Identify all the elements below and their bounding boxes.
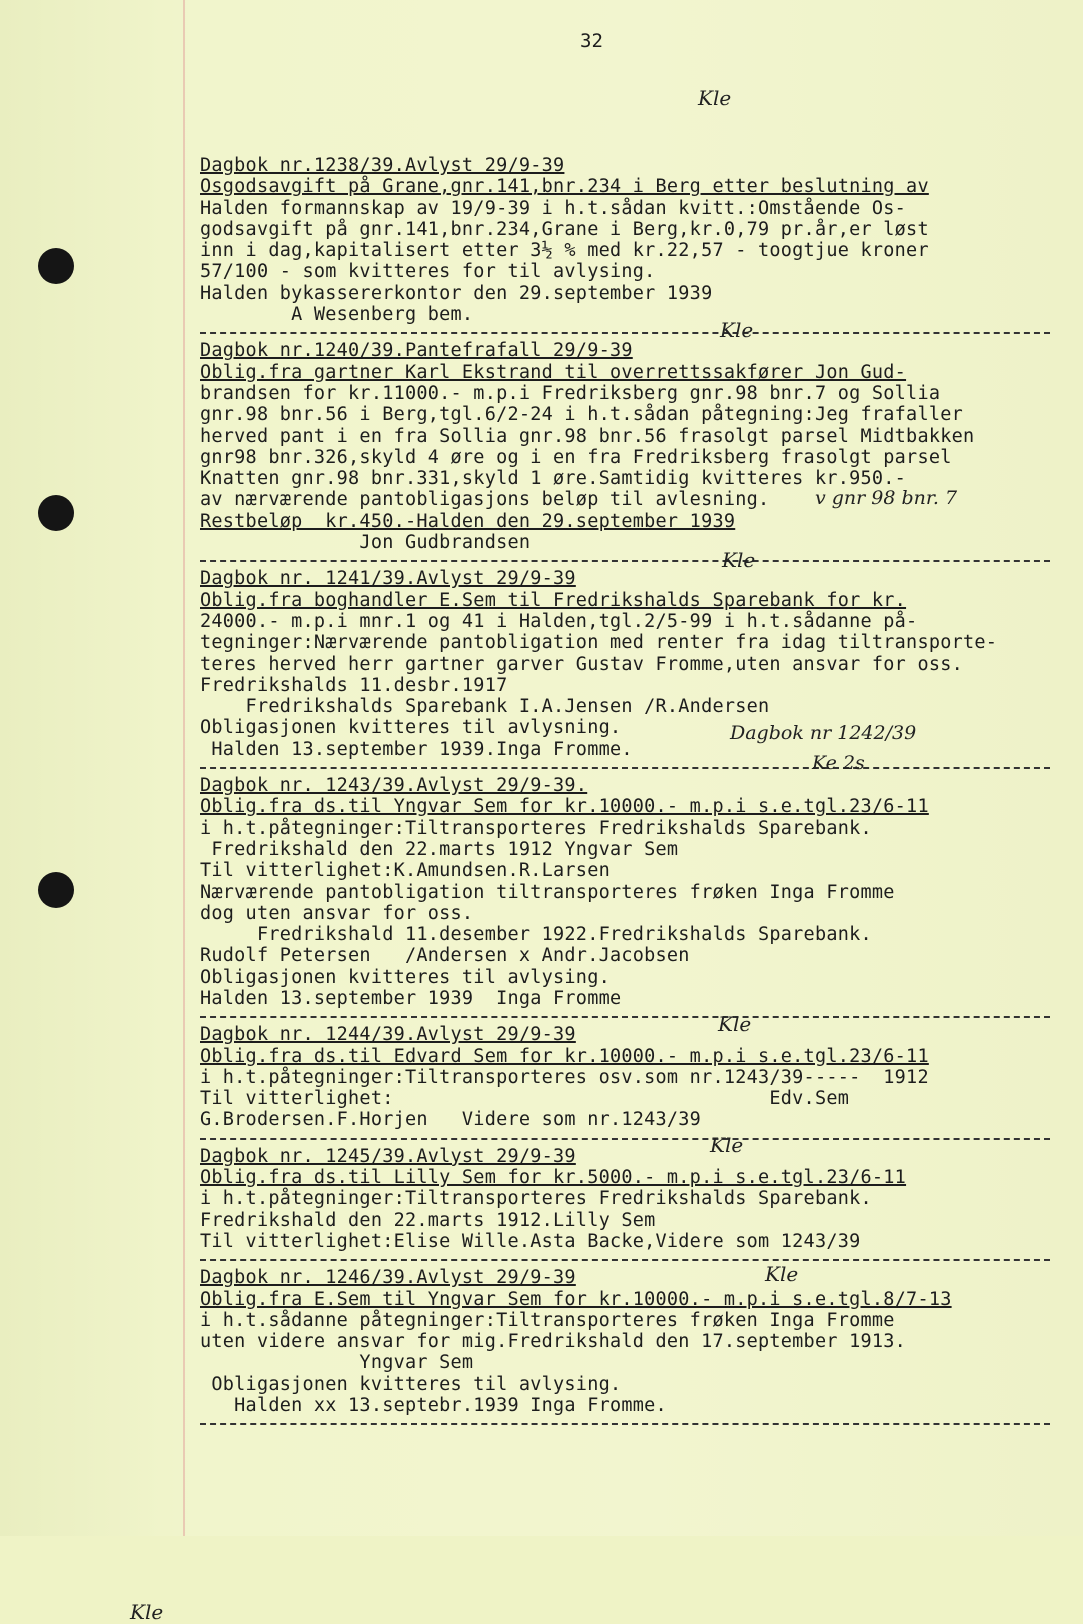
entry-divider [200, 332, 1050, 334]
entry-line: i h.t.sådanne påtegninger:Tiltransporteres frøken Inga Fromme [200, 1309, 895, 1331]
handwritten-initials: Kle [718, 1012, 752, 1036]
entry-header: Dagbok nr. 1244/39.Avlyst 29/9-39 [200, 1024, 576, 1046]
entry-divider [200, 1138, 1050, 1140]
entry-line: Obligasjonen kvitteres til avlysning. [200, 717, 622, 739]
entry-line: Halden bykassererkontor den 29.september 1939 [200, 282, 713, 304]
entry-line: 24000.- m.p.i mnr.1 og 41 i Halden,tgl.2/5-99 i h.t.sådanne på- [200, 610, 918, 632]
entry-line: Fredrikshald 11.desember 1922.Fredrikshalds Sparebank. [200, 924, 872, 946]
handwritten-initials: Kle [765, 1262, 799, 1286]
entry-line: Fredrikshalds 11.desbr.1917 [200, 674, 508, 696]
handwritten-margin-note: Ke 2s [812, 752, 865, 774]
entry-line: Til vitterlighet:Elise Wille.Asta Backe,Videre som 1243/39 [200, 1230, 861, 1252]
entry-line: 57/100 - som kvitteres for til avlysing. [200, 261, 656, 283]
entry-divider [200, 1016, 1050, 1018]
journal-entry [200, 1024, 1080, 1130]
entry-line: Knatten gnr.98 bnr.331,skyld 1 øre.Samtidig kvitteres kr.950.- [200, 468, 907, 490]
entry-line: Halden 13.september 1939 Inga Fromme [200, 987, 622, 1009]
entry-line: Oblig.fra ds.til Edvard Sem for kr.10000.- m.p.i s.e.tgl.23/6-11 [200, 1045, 929, 1067]
punch-hole [38, 495, 74, 531]
entry-line: gnr98 bnr.326,skyld 4 øre og i en fra Fredriksberg frasolgt parsel [200, 446, 952, 468]
entry-line: brandsen for kr.11000.- m.p.i Fredriksberg gnr.98 bnr.7 og Sollia [200, 382, 941, 404]
entry-header: Dagbok nr. 1243/39.Avlyst 29/9-39. [200, 775, 588, 797]
entry-line: Restbeløp kr.450.-Halden den 29.september 1939 [200, 510, 736, 532]
entry-line: teres herved herr gartner garver Gustav Fromme,uten ansvar for oss. [200, 653, 963, 675]
entry-header: Dagbok nr. 1246/39.Avlyst 29/9-39 [200, 1267, 576, 1289]
entry-line: dog uten ansvar for oss. [200, 902, 474, 924]
entry-line: Obligasjonen kvitteres til avlysing. [200, 966, 610, 988]
entry-line: herved pant i en fra Sollia gnr.98 bnr.56 frasolgt parsel Midtbakken [200, 425, 975, 447]
entry-line: Jon Gudbrandsen [200, 532, 531, 554]
margin-rule [183, 0, 185, 1536]
entry-line: godsavgift på gnr.141,bnr.234,Grane i Berg,kr.0,79 pr.år,er løst [200, 218, 929, 240]
entry-line: Fredrikshalds Sparebank I.A.Jensen /R.Andersen [200, 696, 770, 718]
entry-line: Til vitterlighet:K.Amundsen.R.Larsen [200, 860, 610, 882]
entry-line: tegninger:Nærværende pantobligation med renter fra idag tiltransporte- [200, 632, 998, 654]
entry-divider [200, 1423, 1050, 1425]
journal-entry [200, 340, 1080, 553]
journal-entry [200, 1146, 1080, 1252]
journal-entry [200, 568, 1080, 760]
page-number: 32 [580, 30, 603, 52]
entry-header: Dagbok nr. 1245/39.Avlyst 29/9-39 [200, 1145, 576, 1167]
entry-header: Dagbok nr. 1241/39.Avlyst 29/9-39 [200, 568, 576, 590]
entry-line: Halden xx 13.septebr.1939 Inga Fromme. [200, 1395, 667, 1417]
entry-line: Fredrikshald den 22.marts 1912.Lilly Sem [200, 1209, 656, 1231]
entry-header: Dagbok nr.1238/39.Avlyst 29/9-39 [200, 155, 565, 176]
journal-entry [200, 775, 1080, 1009]
entry-line: Fredrikshald den 22.marts 1912 Yngvar Sem [200, 838, 679, 860]
punch-hole [38, 872, 74, 908]
entry-line: Nærværende pantobligation tiltransporteres frøken Inga Fromme [200, 881, 895, 903]
entry-line: i h.t.påtegninger:Tiltransporteres Fredrikshalds Sparebank. [200, 1188, 872, 1210]
entry-divider [200, 560, 1050, 562]
entry-line: Obligasjonen kvitteres til avlysing. [200, 1373, 622, 1395]
entry-line: Til vitterlighet: Edv.Sem [200, 1088, 850, 1110]
entry-line: Oblig.fra gartner Karl Ekstrand til overrettssakfører Jon Gud- [200, 361, 907, 383]
handwritten-margin-note: v gnr 98 bnr. 7 [815, 487, 958, 509]
entry-line: av nærværende pantobligasjons beløp til avlesning. [200, 489, 770, 511]
punch-hole [38, 248, 74, 284]
handwritten-initials: Kle [710, 1133, 744, 1157]
handwritten-margin-note: Dagbok nr 1242/39 [730, 722, 917, 744]
entry-line: uten videre ansvar for mig.Fredrikshald den 17.september 1913. [200, 1331, 907, 1353]
entry-line: Oblig.fra ds.til Yngvar Sem for kr.10000.- m.p.i s.e.tgl.23/6-11 [200, 796, 929, 818]
entry-divider [200, 1259, 1050, 1261]
journal-entries [200, 155, 1080, 1431]
entry-line: gnr.98 bnr.56 i Berg,tgl.6/2-24 i h.t.sådan påtegning:Jeg frafaller [200, 404, 963, 426]
entry-line: Oblig.fra boghandler E.Sem til Fredrikshalds Sparebank for kr. [200, 589, 907, 611]
journal-entry [200, 155, 1080, 325]
entry-header: Dagbok nr.1240/39.Pantefrafall 29/9-39 [200, 340, 633, 362]
handwritten-initials: Kle [130, 1600, 164, 1624]
handwritten-initials: Kle [722, 548, 756, 572]
entry-line: Oblig.fra E.Sem til Yngvar Sem for kr.10000.- m.p.i s.e.tgl.8/7-13 [200, 1288, 952, 1310]
entry-line: Halden 13.september 1939.Inga Fromme. [200, 738, 633, 760]
entry-line: A Wesenberg bem. [200, 304, 474, 326]
journal-entry [200, 1267, 1080, 1416]
entry-line: inn i dag,kapitalisert etter 3½ % med kr.22,57 - toogtjue kroner [200, 240, 929, 262]
handwritten-initials: Kle [698, 86, 732, 110]
entry-line: Oblig.fra ds.til Lilly Sem for kr.5000.- m.p.i s.e.tgl.23/6-11 [200, 1167, 907, 1189]
entry-line: Osgodsavgift på Grane,gnr.141,bnr.234 i Berg etter beslutning av [200, 176, 929, 198]
entry-line: i h.t.påtegninger:Tiltransporteres osv.som nr.1243/39----- 1912 [200, 1066, 929, 1088]
entry-line: Yngvar Sem [200, 1352, 474, 1374]
entry-line: Halden formannskap av 19/9-39 i h.t.sådan kvitt.:Omstående Os- [200, 197, 907, 219]
handwritten-initials: Kle [720, 318, 754, 342]
entry-divider [200, 767, 1050, 769]
entry-line: Rudolf Petersen /Andersen x Andr.Jacobsen [200, 945, 690, 967]
entry-line: G.Brodersen.F.Horjen Videre som nr.1243/39 [200, 1109, 702, 1131]
entry-line: i h.t.påtegninger:Tiltransporteres Fredrikshalds Sparebank. [200, 817, 872, 839]
